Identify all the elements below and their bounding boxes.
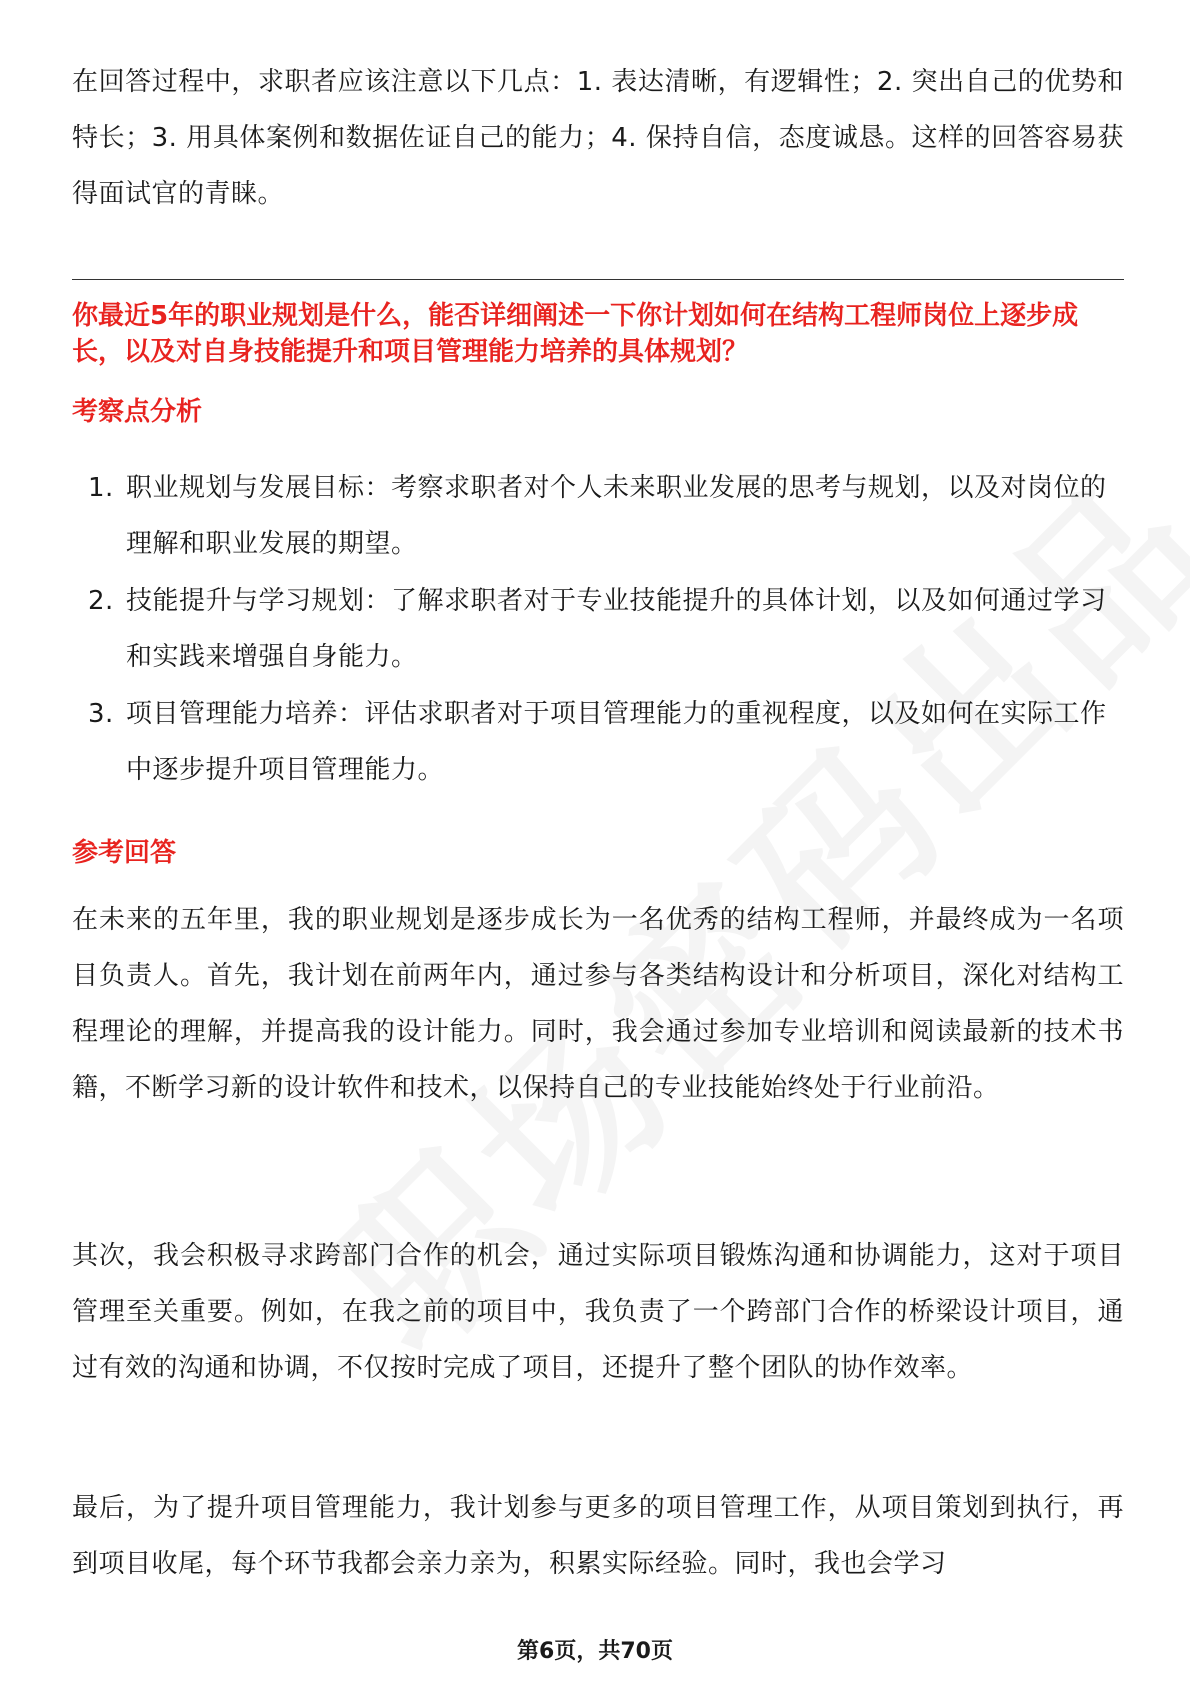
analysis-point xyxy=(72,460,1124,572)
page-footer: 第6页，共70页 xyxy=(517,1639,673,1664)
section-divider xyxy=(72,279,1124,280)
analysis-point xyxy=(72,686,1124,798)
intro-paragraph: 在回答过程中，求职者应该注意以下几点：1. 表达清晰，有逻辑性；2. 突出自己的优势和特长；3. 用具体案例和数据佐证自己的能力；4. 保持自信，态度诚恳。这样的回答容易获得面试官的青睐。 xyxy=(72,67,1124,209)
point-text: 技能提升与学习规划：了解求职者对于专业技能提升的具体计划，以及如何通过学习和实践来增强自身能力。 xyxy=(126,586,1107,672)
point-text: 职业规划与发展目标：考察求职者对个人未来职业发展的思考与规划，以及对岗位的理解和职业发展的期望。 xyxy=(126,473,1107,559)
analysis-points-list xyxy=(72,460,1124,799)
interview-question: 你最近5年的职业规划是什么，能否详细阐述一下你计划如何在结构工程师岗位上逐步成长，以及对自身技能提升和项目管理能力培养的具体规划？ xyxy=(72,301,1079,367)
point-number: 3. xyxy=(88,699,114,729)
answer-paragraph: 其次，我会积极寻求跨部门合作的机会，通过实际项目锻炼沟通和协调能力，这对于项目管理至关重要。例如，在我之前的项目中，我负责了一个跨部门合作的桥梁设计项目，通过有效的沟通和协调，不仅按时完成了项目，还提升了整个团队的协作效率。 xyxy=(72,1241,1124,1383)
point-number: 1. xyxy=(88,473,114,503)
point-text: 项目管理能力培养：评估求职者对于项目管理能力的重视程度，以及如何在实际工作中逐步提升项目管理能力。 xyxy=(126,699,1107,785)
analysis-point xyxy=(72,573,1124,685)
analysis-heading: 考察点分析 xyxy=(72,397,203,427)
answer-paragraph: 在未来的五年里，我的职业规划是逐步成长为一名优秀的结构工程师，并最终成为一名项目负责人。首先，我计划在前两年内，通过参与各类结构设计和分析项目，深化对结构工程理论的理解，并提高我的设计能力。同时，我会通过参加专业培训和阅读最新的技术书籍，不断学习新的设计软件和技术，以保持自己的专业技能始终处于行业前沿。 xyxy=(72,905,1124,1103)
point-number: 2. xyxy=(88,586,114,616)
answer-paragraph: 最后，为了提升项目管理能力，我计划参与更多的项目管理工作，从项目策划到执行，再到项目收尾，每个环节我都会亲力亲为，积累实际经验。同时，我也会学习 xyxy=(72,1493,1124,1579)
answer-heading: 参考回答 xyxy=(72,838,177,868)
